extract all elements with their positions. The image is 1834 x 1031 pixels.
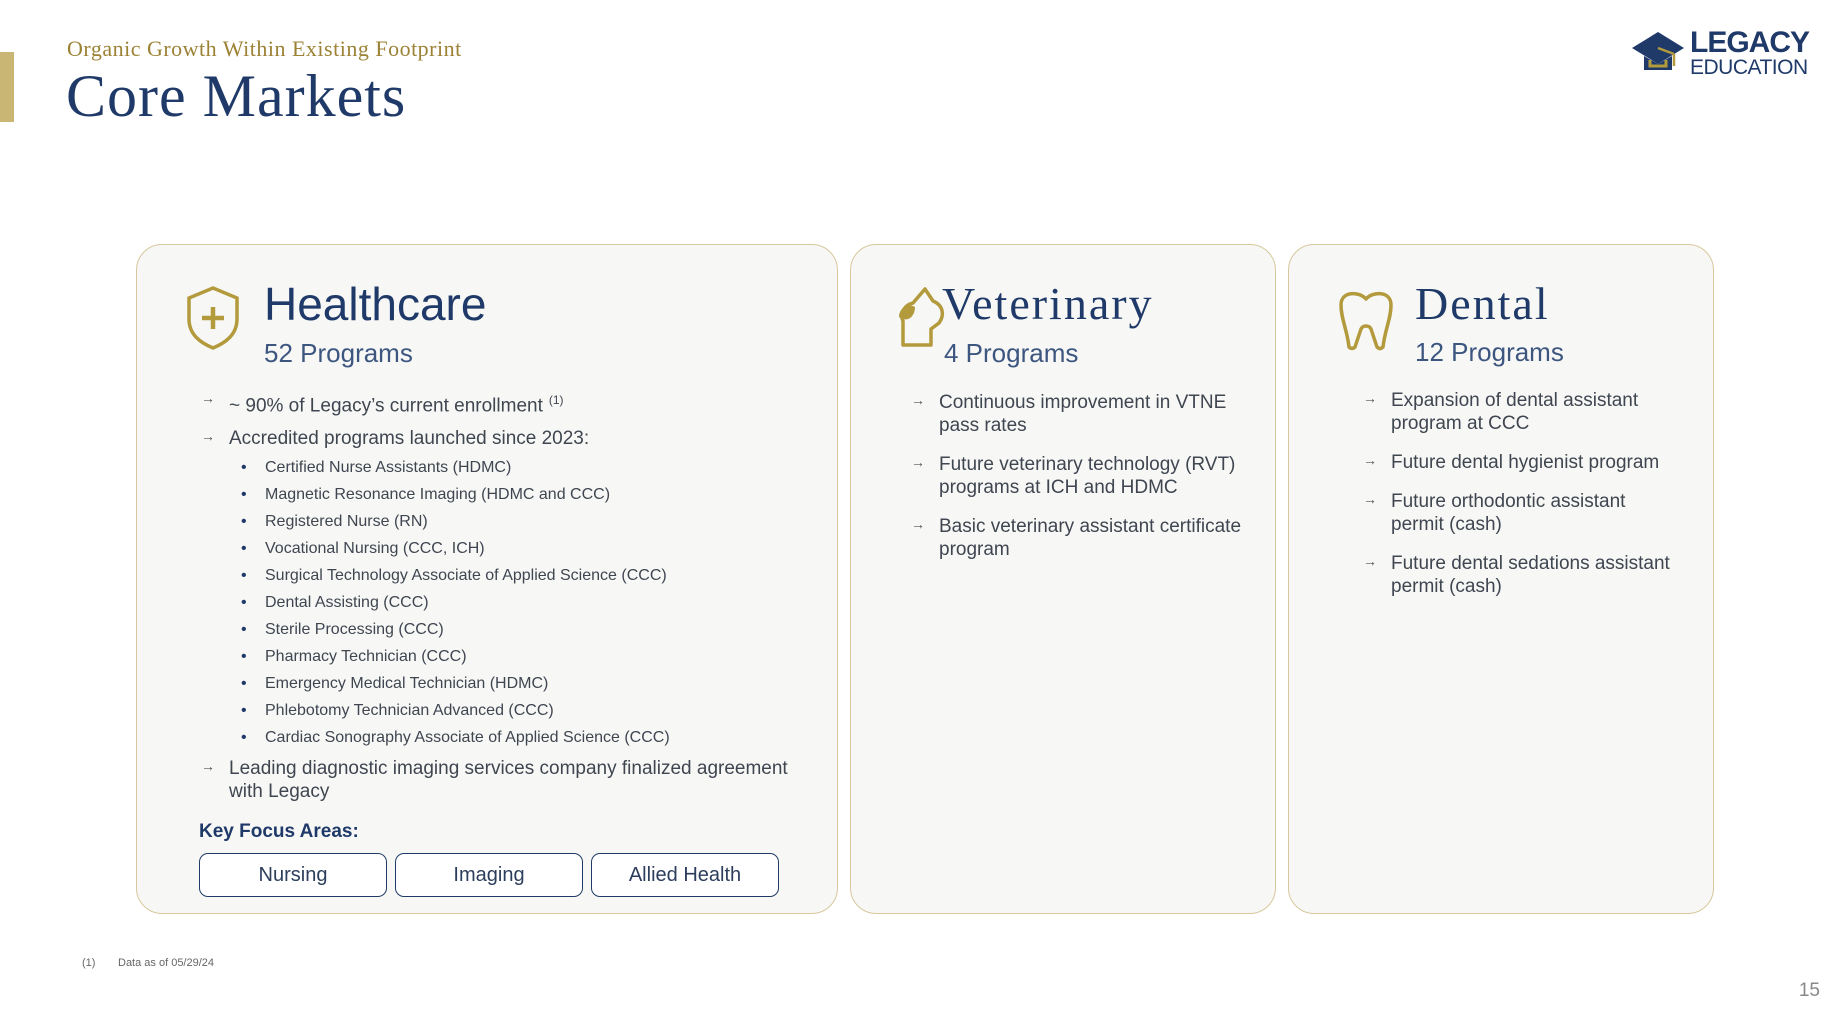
footnote-ref: (1) (548, 393, 564, 407)
bullet-icon: • (241, 459, 247, 477)
veterinary-card (850, 244, 1276, 914)
list-item (1363, 451, 1683, 474)
bullet-icon: • (241, 621, 247, 639)
program-name: Vocational Nursing (CCC, ICH) (265, 540, 485, 558)
graduation-cap-icon (1630, 28, 1686, 78)
program-name: Pharmacy Technician (CCC) (265, 648, 467, 666)
veterinary-points (911, 391, 1241, 577)
logo-line-2: EDUCATION (1690, 56, 1808, 79)
bullet-icon: • (241, 567, 247, 585)
arrow-right-icon: → (911, 392, 925, 408)
program-item (241, 508, 821, 535)
bullet-icon: • (241, 729, 247, 747)
program-item (241, 535, 821, 562)
program-name: Registered Nurse (RN) (265, 513, 428, 531)
arrow-right-icon: → (1363, 390, 1377, 406)
bullet-icon: • (241, 594, 247, 612)
slide-subtitle: Organic Growth Within Existing Footprint (67, 36, 462, 61)
focus-pill-imaging: Imaging (395, 853, 583, 897)
point-text: Future dental sedations assistant permit (cash) (1391, 553, 1670, 597)
program-item (241, 481, 821, 508)
animal-leaf-icon (895, 285, 949, 349)
program-list (201, 454, 821, 751)
arrow-right-icon: → (911, 454, 925, 470)
list-item (1363, 490, 1683, 536)
list-item (911, 515, 1241, 561)
footnote-number: (1) (82, 957, 96, 969)
point-text: Expansion of dental assistant program at CCC (1391, 390, 1639, 434)
logo-line-1: LEGACY (1690, 26, 1810, 59)
healthcare-program-count: 52 Programs (264, 338, 413, 368)
dental-program-count: 12 Programs (1415, 337, 1564, 367)
point-text: Future veterinary technology (RVT) programs at ICH and HDMC (939, 454, 1236, 498)
bullet-icon: • (241, 540, 247, 558)
dental-card (1288, 244, 1714, 914)
arrow-right-icon: → (1363, 553, 1377, 569)
page-number: 15 (1798, 980, 1820, 1001)
dental-points (1363, 389, 1683, 614)
key-focus-label: Key Focus Areas: (199, 821, 359, 842)
tooth-icon (1337, 289, 1395, 351)
legacy-education-logo (1630, 28, 1809, 78)
program-name: Surgical Technology Associate of Applied Science (CCC) (265, 567, 667, 585)
arrow-right-icon: → (911, 516, 925, 532)
program-item (241, 616, 821, 643)
point-text: Leading diagnostic imaging services company finalized agreement with Legacy (229, 758, 788, 803)
veterinary-program-count: 4 Programs (944, 338, 1079, 368)
title-accent-bar (0, 52, 14, 122)
program-name: Cardiac Sonography Associate of Applied Science (CCC) (265, 729, 670, 747)
arrow-right-icon: → (201, 758, 215, 775)
bullet-icon: • (241, 648, 247, 666)
program-item (241, 643, 821, 670)
point-text: Accredited programs launched since 2023: (229, 428, 590, 450)
list-item (201, 427, 821, 450)
list-item (201, 389, 821, 417)
point-text: ~ 90% of Legacy’s current enrollment (229, 395, 543, 417)
point-text: Future orthodontic assistant permit (cash) (1391, 491, 1626, 535)
program-item (241, 454, 821, 481)
veterinary-title: Veterinary (942, 278, 1154, 329)
program-name: Dental Assisting (CCC) (265, 594, 429, 612)
program-item (241, 589, 821, 616)
focus-pill-allied-health: Allied Health (591, 853, 779, 897)
point-text: Continuous improvement in VTNE pass rates (939, 392, 1227, 436)
point-text: Basic veterinary assistant certificate program (939, 516, 1242, 560)
program-name: Sterile Processing (CCC) (265, 621, 444, 639)
point-text: Future dental hygienist program (1391, 452, 1660, 473)
program-name: Magnetic Resonance Imaging (HDMC and CCC) (265, 486, 611, 504)
dental-title: Dental (1415, 278, 1550, 329)
program-item (241, 697, 821, 724)
healthcare-points (201, 389, 821, 803)
program-name: Certified Nurse Assistants (HDMC) (265, 459, 512, 477)
bullet-icon: • (241, 675, 247, 693)
program-sublist (201, 454, 821, 751)
list-item (1363, 389, 1683, 435)
focus-pill-nursing: Nursing (199, 853, 387, 897)
program-name: Phlebotomy Technician Advanced (CCC) (265, 702, 554, 720)
bullet-icon: • (241, 702, 247, 720)
program-name: Emergency Medical Technician (HDMC) (265, 675, 549, 693)
arrow-right-icon: → (1363, 452, 1377, 468)
list-item (911, 453, 1241, 499)
footnote-text: Data as of 05/29/24 (118, 957, 215, 969)
program-item (241, 670, 821, 697)
healthcare-card (136, 244, 838, 914)
list-item (201, 757, 821, 803)
program-item (241, 562, 821, 589)
bullet-icon: • (241, 486, 247, 504)
shield-plus-icon (185, 285, 241, 351)
arrow-right-icon: → (201, 390, 215, 406)
arrow-right-icon: → (201, 428, 215, 445)
list-item (1363, 552, 1683, 598)
healthcare-title: Healthcare (264, 278, 487, 330)
arrow-right-icon: → (1363, 491, 1377, 507)
footnote (82, 957, 214, 969)
program-item (241, 724, 821, 751)
list-item (911, 391, 1241, 437)
bullet-icon: • (241, 513, 247, 531)
slide-title: Core Markets (66, 63, 407, 129)
